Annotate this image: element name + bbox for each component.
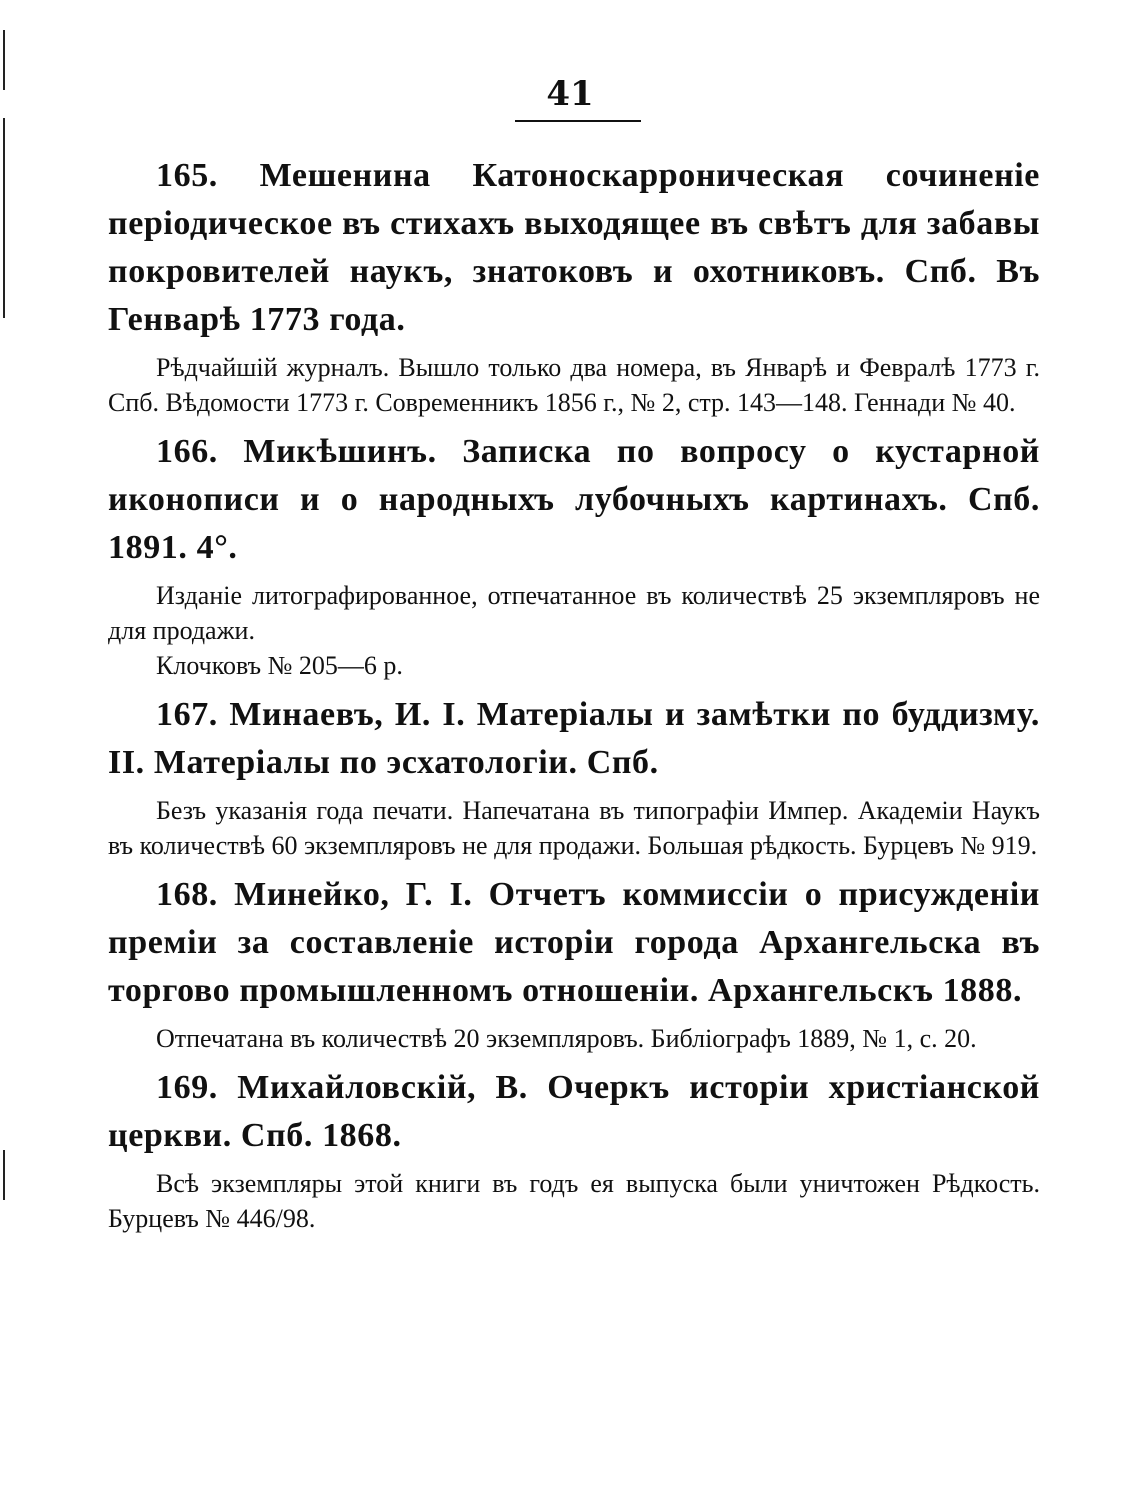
- page-number-rule: [515, 120, 641, 122]
- entry-note: Клочковъ № 205—6 р.: [156, 651, 403, 680]
- entry-note: Рѣдчайшій журналъ. Вышло только два номера, въ Январѣ и Февралѣ 1773 г. Спб. Вѣдомости 1773 г. Современникъ 1856 г., № 2, стр. 143—148. Геннади № 40.: [108, 353, 1040, 417]
- entry-note: Изданіе литографированное, отпечатанное въ количествѣ 25 экземпляровъ не для продажи.: [108, 581, 1040, 645]
- entry-note: Безъ указанія года печати. Напечатана въ типографіи Импер. Академіи Наукъ въ количествѣ 60 экземпляровъ не для продажи. Большая рѣдкость. Бурцевъ № 919.: [108, 796, 1040, 860]
- entries-list: [108, 152, 1040, 1244]
- entry-title: 169. Михайловскій, В. Очеркъ исторіи христіанской церкви. Спб. 1868.: [108, 1069, 1040, 1154]
- catalog-entry-166: [108, 428, 1040, 683]
- catalog-entry-167: [108, 691, 1040, 863]
- entry-title: 168. Минейко, Г. І. Отчетъ коммиссіи о присужденіи преміи за составленіе исторіи города Архангельска въ торгово промышленномъ отношеніи. Архангельскъ 1888.: [108, 876, 1040, 1009]
- catalog-entry-168: [108, 871, 1040, 1056]
- scan-margin-mark: [3, 1150, 5, 1200]
- entry-title: 165. Мешенина Катоноскарроническая сочиненіе періодическое въ стихахъ выходящее въ свѣтъ для забавы покровителей наукъ, знатоковъ и охотниковъ. Спб. Въ Генварѣ 1773 года.: [108, 157, 1040, 338]
- entry-note: Всѣ экземпляры этой книги въ годъ ея выпуска были уничтожен Рѣдкость. Бурцевъ № 446/98.: [108, 1169, 1040, 1233]
- catalog-entry-165: [108, 152, 1040, 420]
- entry-title: 166. Микѣшинъ. Записка по вопросу о кустарной иконописи и о народныхъ лубочныхъ картинахъ. Спб. 1891. 4°.: [108, 433, 1040, 566]
- entry-title: 167. Минаевъ, И. І. Матеріалы и замѣтки по буддизму. II. Матеріалы по эсхатологіи. Спб.: [108, 696, 1040, 781]
- page-number: 41: [546, 74, 594, 114]
- scan-margin-mark: [3, 118, 5, 318]
- entry-note: Отпечатана въ количествѣ 20 экземпляровъ. Библіографъ 1889, № 1, с. 20.: [156, 1024, 977, 1053]
- catalog-entry-169: [108, 1064, 1040, 1236]
